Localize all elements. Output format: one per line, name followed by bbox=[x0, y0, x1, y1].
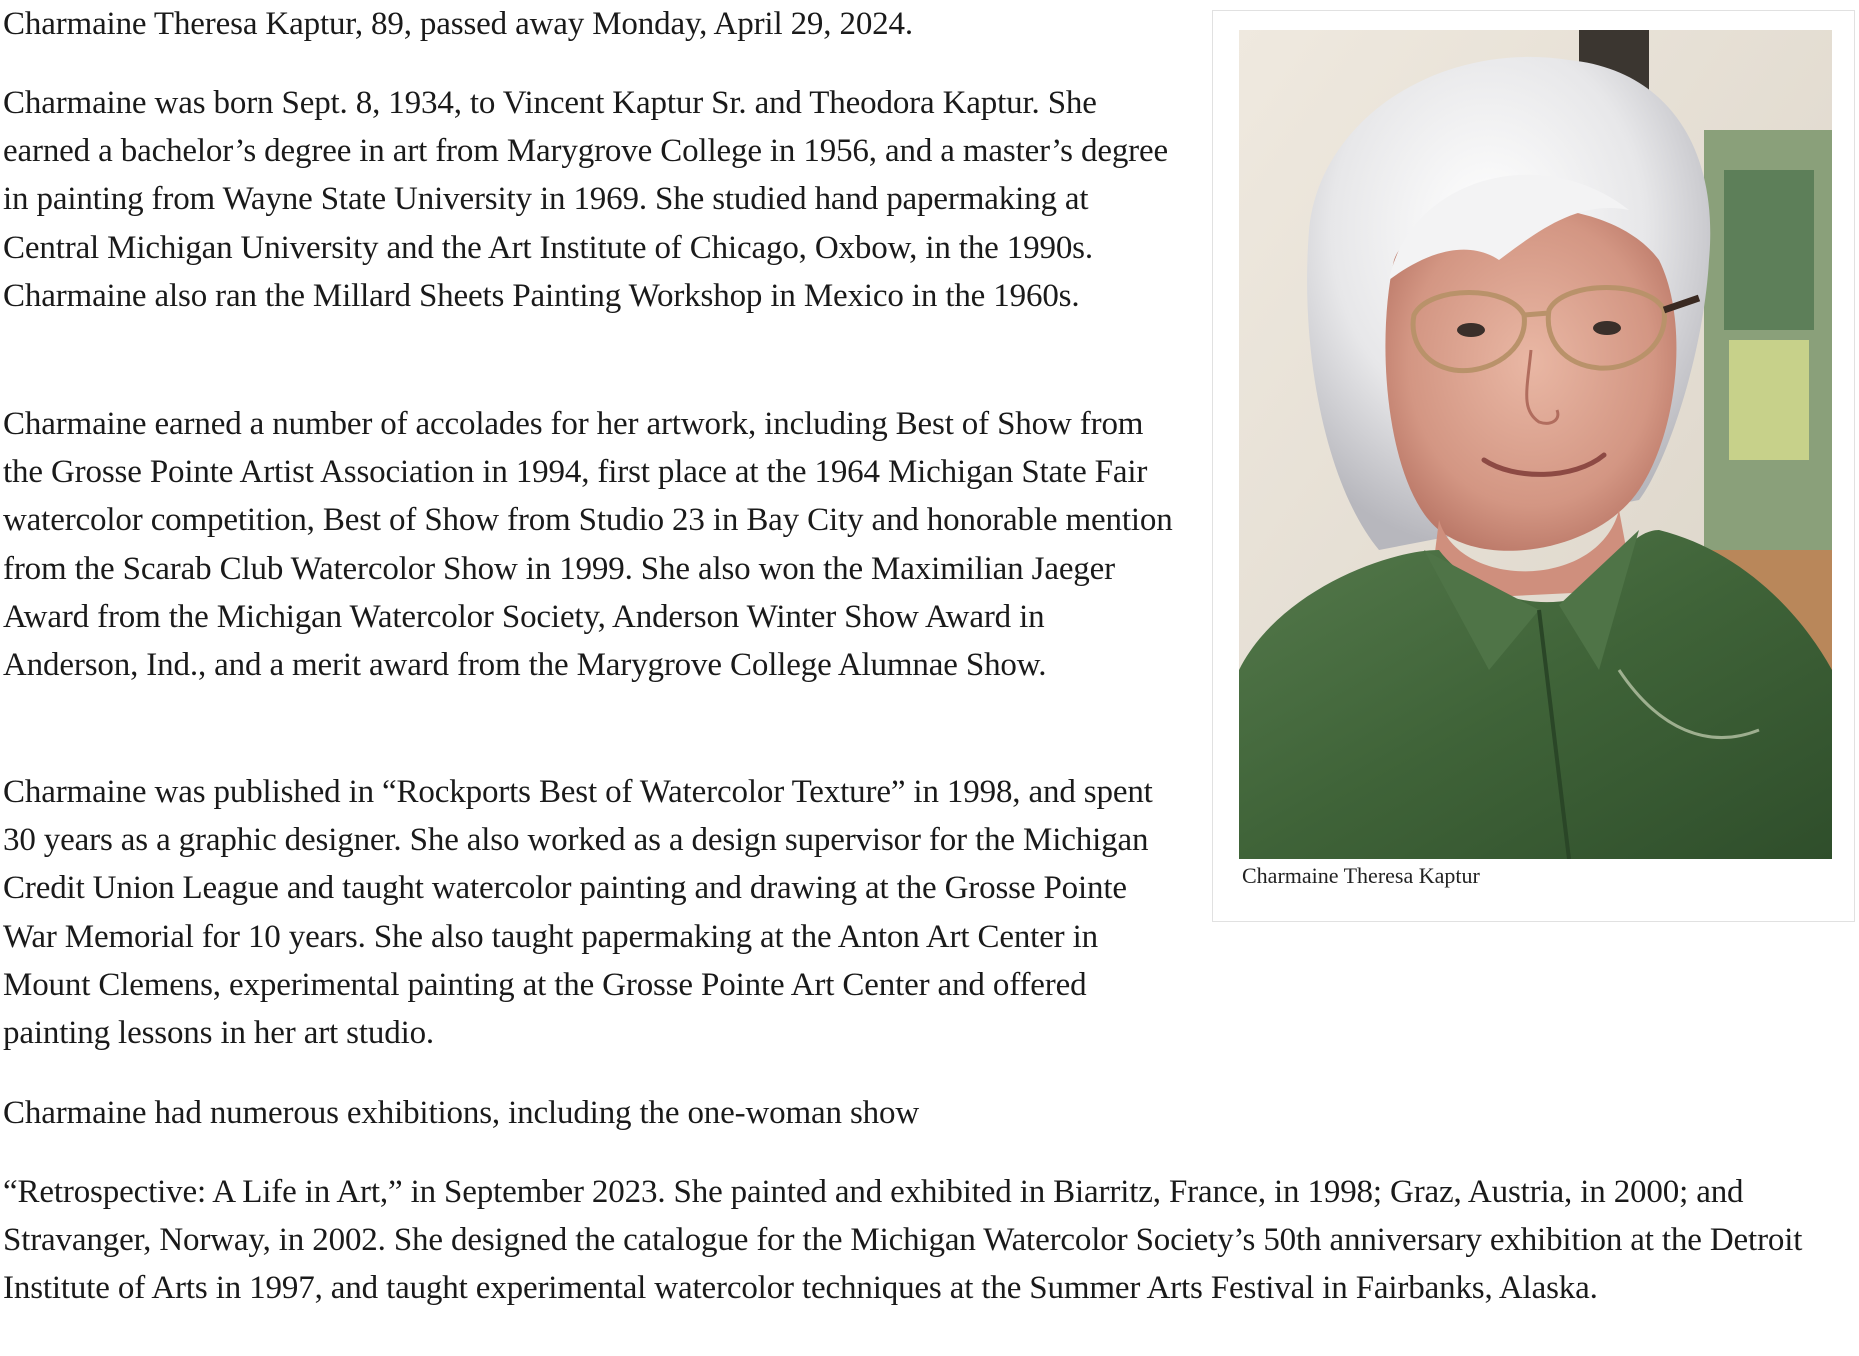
photo-caption: Charmaine Theresa Kaptur bbox=[1242, 863, 1480, 888]
paragraph-intro: Charmaine Theresa Kaptur, 89, passed away Monday, April 29, 2024. bbox=[3, 6, 913, 42]
paragraph-career: Charmaine was published in “Rockports Best of Watercolor Texture” in 1998, and spent 30 years as a graphic designer. She also worked as a design supervisor for the Michigan Credit Union League and taught watercolor painting and drawing at the Grosse Pointe War Memorial for 10 years. She also taught papermaking at the Anton Art Center in Mount Clemens, experimental painting at the Grosse Pointe Art Center and offered painting lessons in her art studio. bbox=[3, 774, 1153, 1052]
paragraph-exhibitions: Charmaine had numerous exhibitions, including the one-woman show bbox=[3, 1095, 920, 1131]
paragraph-awards: Charmaine earned a number of accolades for her artwork, including Best of Show from the Grosse Pointe Artist Association in 1994, first place at the 1964 Michigan State Fair watercolor competition, Best of Show from Studio 23 in Bay City and honorable mention from the Scarab Club Watercolor Show in 1999. She also won the Maximilian Jaeger Award from the Michigan Watercolor Society, Anderson Winter Show Award in Anderson, Ind., and a merit award from the Marygrove College Alumnae Show. bbox=[3, 406, 1173, 684]
photo-figure bbox=[1212, 10, 1855, 922]
portrait-photo bbox=[1239, 30, 1832, 859]
paragraph-retrospective: “Retrospective: A Life in Art,” in September 2023. She painted and exhibited in Biarritz, France, in 1998; Graz, Austria, in 2000; and Stravanger, Norway, in 2002. She designed the catalogue for the Michigan Watercolor Society’s 50th anniversary exhibition at the Detroit Institute of Arts in 1997, and taught experimental watercolor techniques at the Summer Arts Festival in Fairbanks, Alaska. bbox=[3, 1174, 1803, 1307]
paragraph-education: Charmaine was born Sept. 8, 1934, to Vincent Kaptur Sr. and Theodora Kaptur. She earned a bachelor’s degree in art from Marygrove College in 1956, and a master’s degree in painting from Wayne State University in 1969. She studied hand papermaking at Central Michigan University and the Art Institute of Chicago, Oxbow, in the 1990s. Charmaine also ran the Millard Sheets Painting Workshop in Mexico in the 1960s. bbox=[3, 85, 1169, 314]
